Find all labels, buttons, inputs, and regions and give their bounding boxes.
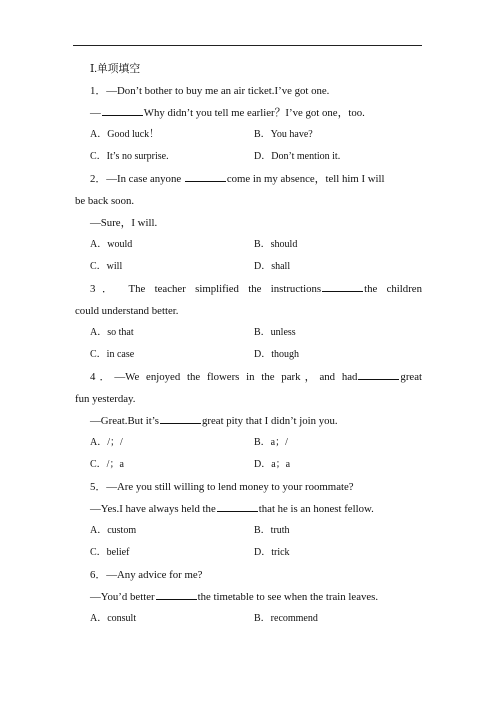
question-2-text-cont: come in my absence，tell him I will: [226, 173, 385, 185]
question-2-response: —Sure，I will.: [90, 217, 158, 229]
answer-blank: [358, 378, 399, 380]
question-6-text: 6．—Any advice for me?: [90, 569, 203, 581]
question-4-text-cont: great: [400, 371, 422, 383]
question-3-text-wrap: could understand better.: [75, 305, 179, 317]
question-3-line-1: [75, 278, 422, 300]
exercise-content: [75, 58, 422, 630]
question-3-options-row-2: [75, 344, 422, 366]
question-4-line-1: [75, 366, 422, 388]
question-1-options-row-1: [75, 124, 422, 146]
question-5-line-2: [75, 498, 422, 520]
question-4-text-wrap: fun yesterday.: [75, 393, 136, 405]
question-4-line-2: [75, 388, 422, 410]
question-1-options-row-2: [75, 146, 422, 168]
question-4-options-row-2: [75, 454, 422, 476]
answer-blank: [156, 598, 197, 600]
option-c[interactable]: C．will: [90, 261, 123, 272]
question-2-options-row-1: [75, 234, 422, 256]
question-3-text: 3． The teacher simplified the instructions: [90, 283, 322, 295]
option-c[interactable]: C．/；a: [90, 459, 124, 470]
question-1-dash: —: [90, 107, 101, 119]
question-2-text-wrap: be back soon.: [75, 195, 135, 207]
option-c[interactable]: C．belief: [90, 547, 130, 558]
question-4-options-row-1: [75, 432, 422, 454]
question-2-options-row-2: [75, 256, 422, 278]
question-1-response: Why didn’t you tell me earlier？I’ve got one，too.: [143, 107, 365, 119]
question-4-text: 4．—We enjoyed the flowers in the park，and had: [90, 371, 358, 383]
question-4-line-3: [75, 410, 422, 432]
question-2-line-2: [75, 190, 422, 212]
question-5-text: 5．—Are you still willing to lend money to your roommate?: [90, 481, 354, 493]
question-5-response-cont: that he is an honest fellow.: [258, 503, 374, 515]
question-1-line-2: [75, 102, 422, 124]
question-5-response: —Yes.I have always held the: [90, 503, 216, 515]
question-3-options-row-1: [75, 322, 422, 344]
option-a[interactable]: A．consult: [90, 613, 137, 624]
option-b[interactable]: B．a；/: [254, 437, 288, 448]
section-heading: Ⅰ.单项填空: [90, 63, 141, 75]
question-1-line-1: [75, 80, 422, 102]
option-b[interactable]: B．recommend: [254, 613, 318, 624]
question-5-options-row-2: [75, 542, 422, 564]
question-4-response-cont: great pity that I didn’t join you.: [201, 415, 338, 427]
top-rule: [73, 45, 422, 46]
question-2-line-3: [75, 212, 422, 234]
question-5-options-row-1: [75, 520, 422, 542]
option-d[interactable]: D．trick: [254, 547, 290, 558]
answer-blank: [322, 290, 363, 292]
question-4-response: —Great.But it’s: [90, 415, 159, 427]
question-6-line-2: [75, 586, 422, 608]
option-c[interactable]: C．in case: [90, 349, 135, 360]
option-a[interactable]: A．would: [90, 239, 133, 250]
question-6-response-cont: the timetable to see when the train leaves.: [197, 591, 379, 603]
question-2-text: 2．—In case anyone: [90, 173, 184, 185]
option-a[interactable]: A．Good luck！: [90, 129, 160, 140]
answer-blank: [185, 180, 226, 182]
question-6-options-row-1: [75, 608, 422, 630]
option-a[interactable]: A．/；/: [90, 437, 123, 448]
question-1-text: 1．—Don’t bother to buy me an air ticket.I’ve got one.: [90, 85, 330, 97]
option-b[interactable]: B．truth: [254, 525, 290, 536]
option-b[interactable]: B．You have?: [254, 129, 313, 140]
option-d[interactable]: D．Don’t mention it.: [254, 151, 341, 162]
question-6-response: —You’d better: [90, 591, 155, 603]
answer-blank: [102, 114, 143, 116]
question-6-line-1: [75, 564, 422, 586]
answer-blank: [160, 422, 201, 424]
question-3-line-2: [75, 300, 422, 322]
question-5-line-1: [75, 476, 422, 498]
question-3-text-cont: the children: [364, 283, 422, 295]
option-b[interactable]: B．unless: [254, 327, 296, 338]
answer-blank: [217, 510, 258, 512]
option-d[interactable]: D．though: [254, 349, 299, 360]
question-2-line-1: [75, 168, 422, 190]
option-d[interactable]: D．a；a: [254, 459, 291, 470]
option-a[interactable]: A．custom: [90, 525, 137, 536]
option-d[interactable]: D．shall: [254, 261, 291, 272]
option-a[interactable]: A．so that: [90, 327, 134, 338]
option-c[interactable]: C．It’s no surprise.: [90, 151, 169, 162]
option-b[interactable]: B．should: [254, 239, 298, 250]
